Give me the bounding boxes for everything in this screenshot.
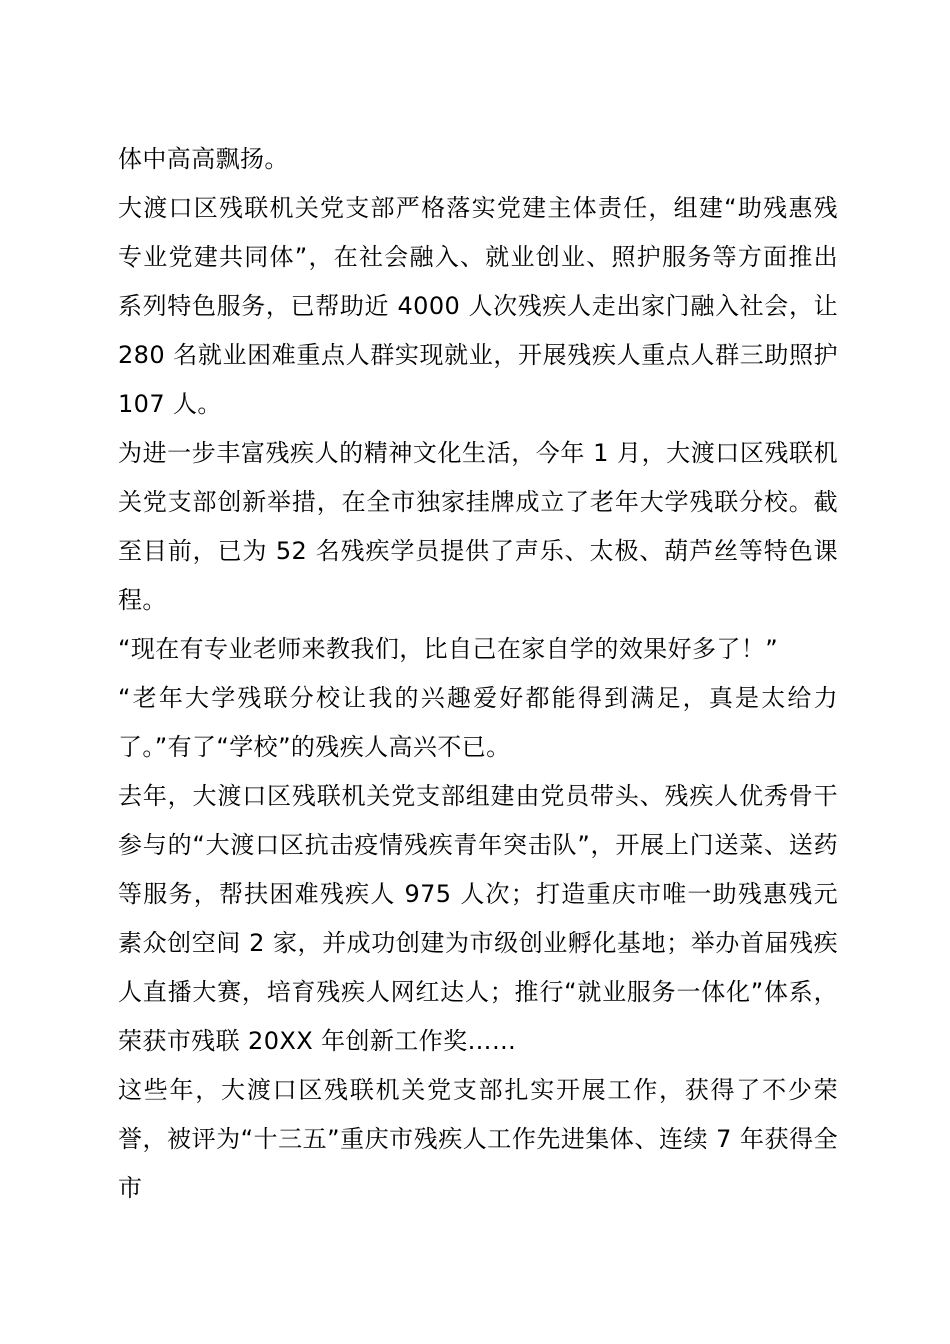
paragraph-4: 去年，大渡口区残联机关党支部组建由党员带头、残疾人优秀骨干参与的“大渡口区抗击疫情残疾青年突击队”，开展上门送菜、送药等服务，帮扶困难残疾人 975 人次；打造重庆市唯一助残惠残元素众创空间 2 家，并成功创建为市级创业孵化基地；举办首届残疾人直播大赛，培育残疾人网红达人；推行“就业服务一体化”体系，荣获市残联 20XX 年创新工作奖…… bbox=[118, 782, 838, 1055]
quote-2: “老年大学残联分校让我的兴趣爱好都能得到满足，真是太给力了。”有了“学校”的残疾人高兴不已。 bbox=[118, 684, 838, 761]
paragraph-5: 这些年，大渡口区残联机关党支部扎实开展工作，获得了不少荣誉，被评为“十三五”重庆市残疾人工作先进集体、连续 7 年获得全市 bbox=[118, 1076, 838, 1202]
document-body bbox=[118, 135, 838, 1213]
paragraph-1: 体中高高飘扬。 bbox=[118, 145, 289, 173]
paragraph-3: 为进一步丰富残疾人的精神文化生活，今年 1 月，大渡口区残联机关党支部创新举措，在全市独家挂牌成立了老年大学残联分校。截至目前，已为 52 名残疾学员提供了声乐、太极、葫芦丝等特色课程。 bbox=[118, 439, 838, 614]
quote-1: “现在有专业老师来教我们，比自己在家自学的效果好多了！” bbox=[118, 635, 779, 663]
paragraph-2: 大渡口区残联机关党支部严格落实党建主体责任，组建“助残惠残专业党建共同体”，在社会融入、就业创业、照护服务等方面推出系列特色服务，已帮助近 4000 人次残疾人走出家门融入社会，让 280 名就业困难重点人群实现就业，开展残疾人重点人群三助照护 107 人。 bbox=[118, 194, 838, 418]
